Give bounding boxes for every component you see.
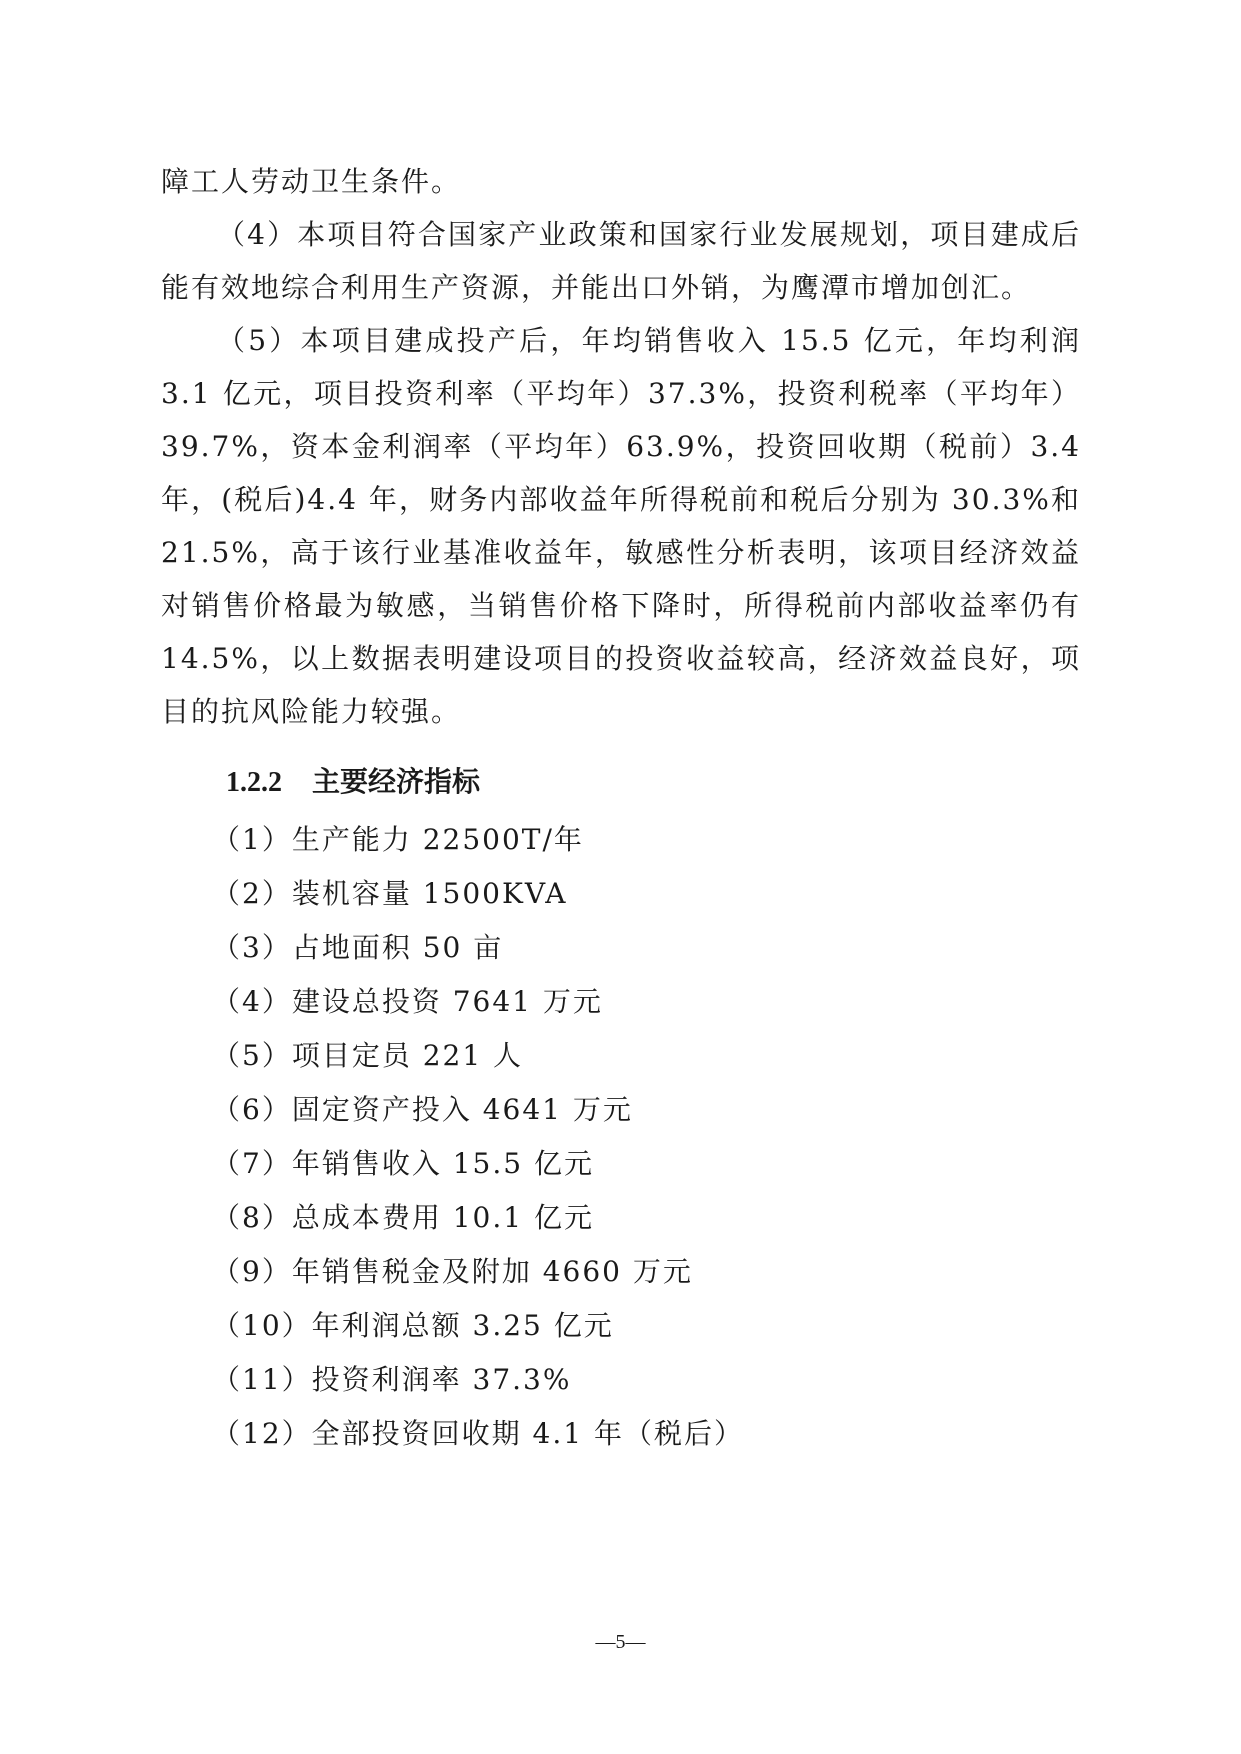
section-heading [226, 758, 480, 807]
list-item: （12）全部投资回收期 4.1 年（税后） [212, 1417, 744, 1450]
list-item: （9）年销售税金及附加 4660 万元 [212, 1255, 693, 1288]
list-item: （8）总成本费用 10.1 亿元 [212, 1201, 594, 1234]
section-number: 1.2.2 [226, 767, 282, 798]
list-item: （6）固定资产投入 4641 万元 [212, 1093, 633, 1126]
list-item: （4）建设总投资 7641 万元 [212, 985, 603, 1018]
list-item: （7）年销售收入 15.5 亿元 [212, 1147, 594, 1180]
list-item: （10）年利润总额 3.25 亿元 [212, 1309, 614, 1342]
paragraph-item-5: （5）本项目建成投产后，年均销售收入 15.5 亿元，年均利润 3.1 亿元，项目投资利率（平均年）37.3%，投资利税率（平均年）39.7%，资本金利润率（平均年）63.9%，投资回收期（税前）3.4 年，(税后)4.4 年，财务内部收益年所得税前和税后分别为 30.3%和 21.5%，高于该行业基准收益年，敏感性分析表明，该项目经济效益对销售价格最为敏感，当销售价格下降时，所得税前内部收益率仍有 14.5%，以上数据表明建设项目的投资收益较高，经济效益良好，项目的抗风险能力较强。 [161, 324, 1081, 728]
list-item: （3）占地面积 50 亩 [212, 931, 504, 964]
body-text [161, 155, 1081, 738]
paragraph-item-4: （4）本项目符合国家产业政策和国家行业发展规划，项目建成后能有效地综合利用生产资源，并能出口外销，为鹰潭市增加创汇。 [161, 218, 1081, 304]
indicator-list [212, 813, 744, 1461]
list-item: （5）项目定员 221 人 [212, 1039, 524, 1072]
paragraph-continuation: 障工人劳动卫生条件。 [161, 165, 462, 198]
list-item: （1）生产能力 22500T/年 [212, 823, 584, 856]
list-item: （11）投资利润率 37.3% [212, 1363, 572, 1396]
list-item: （2）装机容量 1500KVA [212, 877, 568, 910]
section-title: 主要经济指标 [312, 765, 481, 798]
page-number: —5— [595, 1631, 646, 1653]
